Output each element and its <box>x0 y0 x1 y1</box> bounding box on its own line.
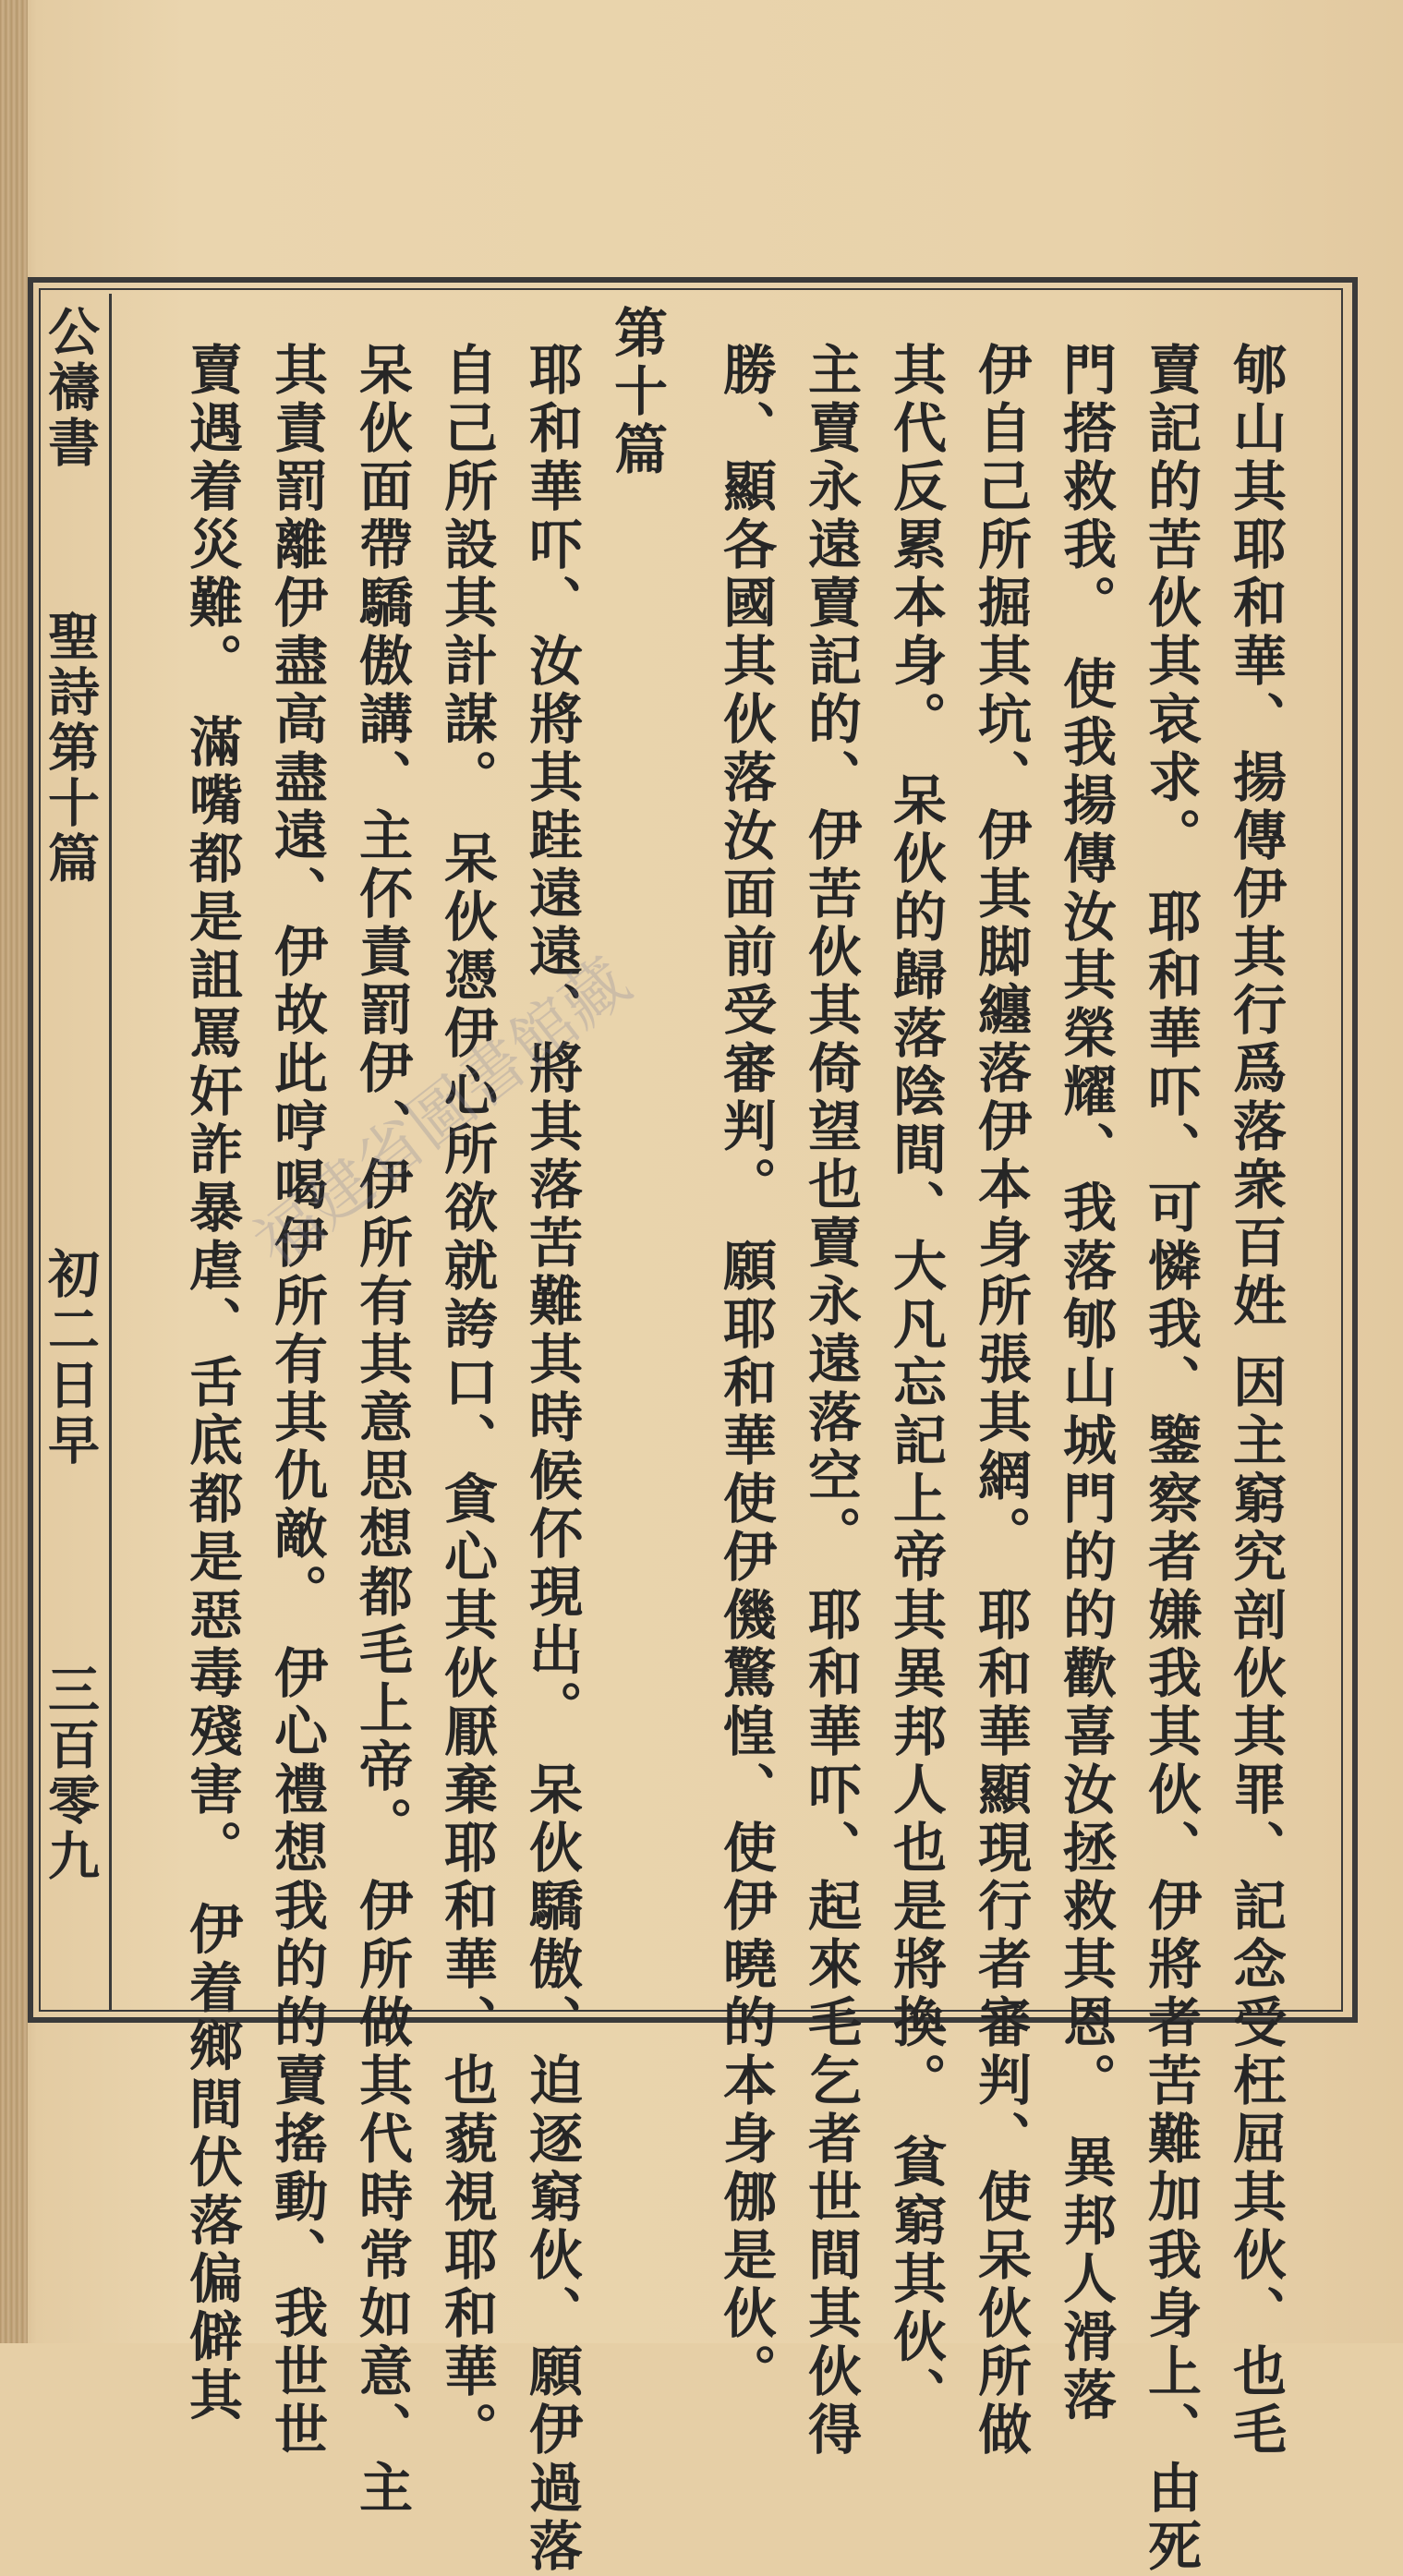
text-column: 勝、顯各國其伙落汝面前受審判。 願耶和華使伊僟驚惶、使伊曉的本身㑚是伙。 <box>714 342 777 2402</box>
text-column: 郇山其耶和華、揚傳伊其行爲落衆百姓 因主窮究剖伙其罪、記念受枉屈其伙、也毛 <box>1224 342 1287 2461</box>
text-column: 自己所設其計謀。 呆伙憑伊心所欲就誇口、貪心其伙厭棄耶和華、也藐視耶和華。 <box>435 342 498 2461</box>
text-column: 耶和華吓、汝將其跬遠遠、將其落苦難其時候伓現出。 呆伙驕傲、迫逐窮伙、願伊過落 <box>520 342 583 2576</box>
book-title: 公禱書 <box>40 305 101 471</box>
text-column: 門搭救我。 使我揚傳汝其榮耀、我落郇山城門的的歡喜汝拯救其恩。 異邦人滑落 <box>1054 342 1117 2425</box>
text-column: 伊自己所掘其坑、伊其脚纏落伊本身所張其網。 耶和華顯現行者審判、使呆伙所做 <box>969 342 1032 2461</box>
page-number: 三百零九 <box>40 1663 101 1884</box>
text-column: 賣遇着災難。 滿嘴都是詛罵奸詐暴虐、舌底都是惡毒殘害。 伊着鄉間伏落偏僻其 <box>180 342 243 2425</box>
reading-day-label: 初二日早 <box>40 1247 101 1469</box>
text-column: 其代反累本身。 呆伙的歸落陰間、大凡忘記上帝其異邦人也是將換。 貧窮其伙、 <box>884 342 947 2425</box>
text-column: 賣記的苦伙其哀求。 耶和華吓、可憐我、鑒察者嫌我其伙、伊將者苦難加我身上、由死 <box>1139 342 1202 2576</box>
psalm-section-label: 聖詩第十篇 <box>40 610 101 887</box>
book-binding-edge <box>0 0 28 2343</box>
text-column: 呆伙面帶驕傲講、主伓責罰伊、伊所有其意思想都毛上帝。 伊所做其代時常如意、主 <box>350 342 413 2519</box>
library-watermark: 福建省圖書館藏 <box>240 943 644 1282</box>
psalm-heading: 第十篇 <box>605 305 668 479</box>
margin-divider-rule <box>109 294 112 2012</box>
text-column: 主賣永遠賣記的、伊苦伙其倚望也賣永遠落空。 耶和華吓、起來毛乞者世間其伙得 <box>799 342 862 2461</box>
text-column: 其責罰離伊盡高盡遠、伊故此哼喝伊所有其仇敵。 伊心禮想我的的賣搖動、我世世 <box>265 342 328 2461</box>
